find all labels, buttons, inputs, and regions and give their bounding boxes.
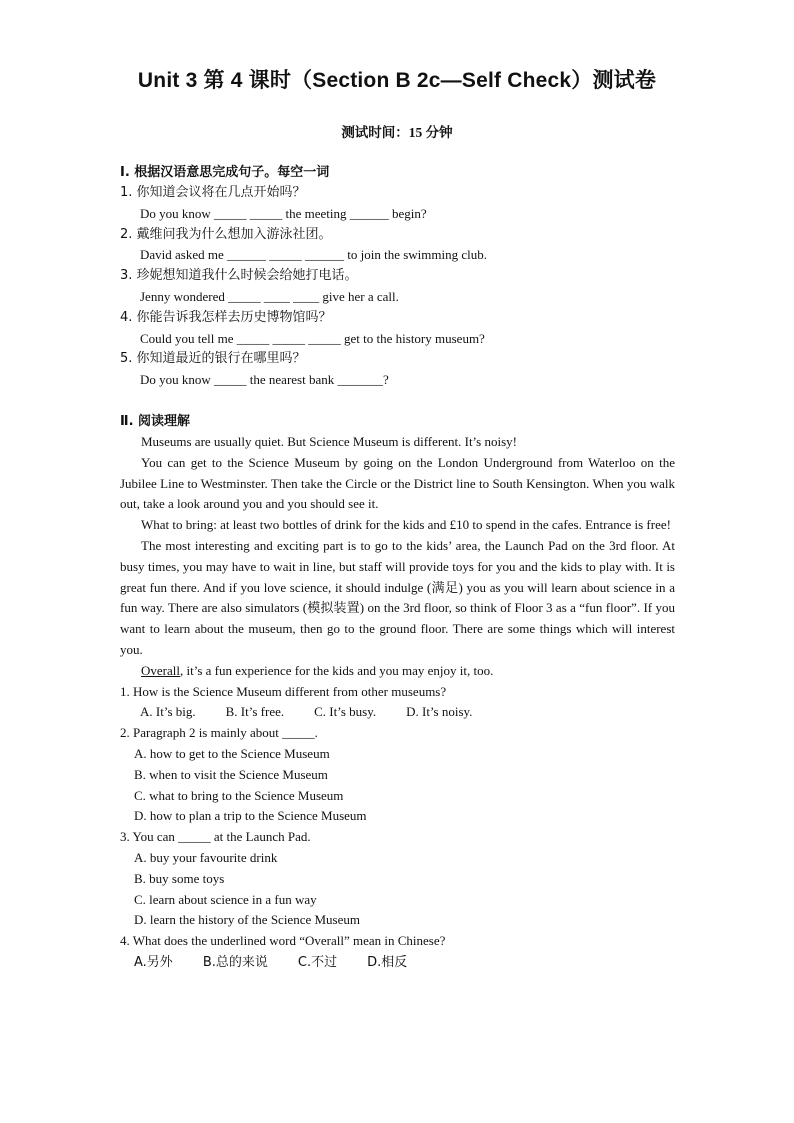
q4-option-c: C.不过 — [297, 954, 338, 970]
q2-option-d: D. how to plan a trip to the Science Museum — [134, 808, 367, 824]
underlined-word-overall: Overall — [141, 662, 180, 678]
q1-option-a: A. It’s big. — [140, 704, 196, 720]
s1-q5-english: Do you know _____ the nearest bank _______? — [140, 372, 389, 388]
q1-option-b: B. It’s free. — [225, 704, 285, 720]
reading-paragraph-5 — [120, 661, 675, 682]
s1-q4-chinese: 4. 你能告诉我怎样去历史博物馆吗？ — [120, 309, 332, 325]
q3-option-c: C. learn about science in a fun way — [134, 891, 317, 907]
q2-option-b: B. when to visit the Science Museum — [134, 766, 328, 782]
s1-q1-english: Do you know _____ _____ the meeting ______ begin? — [140, 205, 427, 221]
reading-paragraph-2: You can get to the Science Museum by going on the London Underground from Waterloo on the Jubilee Line to Westminster. Then take the Circle or the District line to South Kensington. When you walk out, take a look around you and you should see it. — [120, 454, 675, 512]
s1-q4-english: Could you tell me _____ _____ _____ get to the history museum? — [140, 330, 485, 346]
q1-option-c: C. It’s busy. — [314, 704, 377, 720]
q3-option-b: B. buy some toys — [134, 870, 225, 886]
s1-q5-chinese: 5. 你知道最近的银行在哪里吗？ — [120, 351, 306, 367]
q3-stem: 3. You can _____ at the Launch Pad. — [120, 829, 311, 845]
s1-q3-english: Jenny wondered _____ ____ ____ give her a call. — [140, 288, 399, 304]
s1-q2-chinese: 2. 戴维问我为什么想加入游泳社团。 — [120, 226, 332, 242]
q3-option-d: D. learn the history of the Science Museum — [134, 912, 360, 928]
q3-option-a: A. buy your favourite drink — [134, 849, 278, 865]
q4-option-b: B.总的来说 — [202, 954, 268, 970]
s1-q3-chinese: 3. 珍妮想知道我什么时候会给她打电话。 — [120, 268, 358, 284]
s1-q2-english: David asked me ______ _____ ______ to join the swimming club. — [140, 247, 487, 263]
worksheet-content — [120, 162, 675, 974]
page-title: Unit 3 第 4 课时（Section B 2c—Self Check）测试卷 — [137, 69, 657, 92]
q1-options — [120, 702, 675, 723]
reading-paragraph-3: What to bring: at least two bottles of drink for the kids and £10 to spend in the cafes. Entrance is free! — [141, 517, 671, 533]
q1-stem: 1. How is the Science Museum different from other museums? — [120, 683, 447, 699]
test-time: 测试时间：15 分钟 — [341, 125, 453, 140]
q4-stem: 4. What does the underlined word “Overall” mean in Chinese? — [120, 933, 446, 949]
q2-stem: 2. Paragraph 2 is mainly about _____. — [120, 725, 318, 741]
reading-paragraph-1: Museums are usually quiet. But Science Museum is different. It’s noisy! — [141, 433, 517, 449]
paragraph-5-rest: , it’s a fun experience for the kids and you may enjoy it, too. — [179, 662, 494, 678]
section-1-heading: Ⅰ. 根据汉语意思完成句子。每空一词 — [120, 165, 330, 180]
q4-option-a: A.另外 — [134, 954, 173, 970]
q1-option-d: D. It’s noisy. — [406, 704, 473, 720]
q4-option-d: D.相反 — [367, 954, 408, 970]
q4-options — [120, 952, 675, 974]
q2-option-a: A. how to get to the Science Museum — [134, 745, 330, 761]
section-2-heading: Ⅱ. 阅读理解 — [120, 413, 191, 429]
s1-q1-chinese: 1. 你知道会议将在几点开始吗？ — [120, 185, 306, 200]
q2-option-c: C. what to bring to the Science Museum — [134, 787, 344, 803]
reading-paragraph-4: The most interesting and exciting part is to go to the kids’ area, the Launch Pad on the 3rd floor. At busy times, you may have to wait in line, but staff will provide toys for you and the kids to play with. It is great fun there. And if you love science, it should indulge (满足) you as you will learn about science in a fun way. There are also simulators (模拟装置) on the 3rd floor, so think of Floor 3 as a “fun floor”. If you want to learn about the museum, then go to the ground floor. There are some things which will interest you. — [120, 537, 675, 657]
